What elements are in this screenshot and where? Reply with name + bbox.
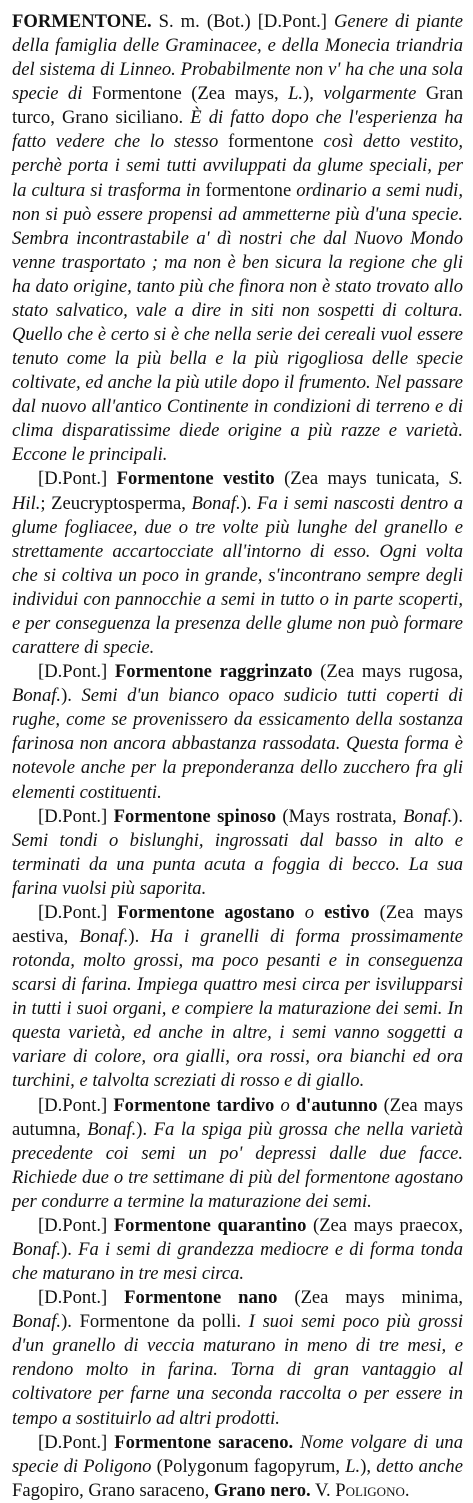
italic-text: I suoi semi poco più grossi d'un granello di veccia maturano in meno di tre mesi, e rendono molto in farina. Torna di gran vantaggio al coltivatore per farne una seconda raccolta o per essere in tempo a sostituirlo ad altri prodotti. — [12, 1311, 463, 1429]
italic-text: Semi d'un bianco opaco sudicio tutti coperti di rughe, come se provenissero da essicamento della sostanza farinosa non ancora abbastanza rassodata. Questa forma è notevole anche per la preponderanza dello zucchero fra gli elementi costituenti. — [12, 685, 463, 803]
text-run: ). — [61, 685, 82, 707]
text-run: ). — [61, 1238, 79, 1260]
italic-text: Fa i semi nascosti dentro a glume fogliacee, due o tre volte più lunghe del granello e strettamente accartocciate all'intorno di esso. Ogni volta che si coltiva un poco in grande, s'incontrano sempre degli individui con pannocchie a semi in tutto o in parte scoperti, e per conseguenza la presenza delle glume non può formare carattere di specie. — [12, 492, 463, 659]
italic-text: Bonaf. — [12, 1238, 62, 1260]
text-run: Gran turco, Grano siciliano. — [12, 83, 463, 129]
text-run: . — [404, 1479, 410, 1501]
italic-text: o — [304, 901, 325, 923]
italic-text: detto anche — [376, 1455, 463, 1477]
italic-text: Semi tondi o bislunghi, ingrossati dal basso in alto e terminati da una punta acuta a foggia di becco. La sua farina vuolsi più saporita. — [12, 829, 463, 899]
headword: Formentone saraceno. — [114, 1431, 301, 1453]
headword: Formentone raggrinzato — [114, 661, 321, 683]
text-run: ). — [452, 805, 463, 827]
italic-text: S. Hil. — [12, 468, 464, 514]
italic-text: Bonaf. — [12, 1311, 62, 1333]
headword: estivo — [324, 901, 380, 923]
text-run: (Zea mays tunicata, — [284, 468, 450, 490]
headword: Formentone quarantino — [113, 1214, 313, 1236]
text-run: ; Zeucryptosperma, — [40, 492, 192, 514]
text-run: formentone — [205, 179, 297, 201]
text-run: Formentone (Zea mays, — [91, 83, 289, 105]
text-run: Poligono — [335, 1479, 405, 1501]
text-run: [D.Pont.] — [38, 1094, 114, 1116]
text-run: (Zea mays autumna, — [12, 1094, 464, 1140]
text-run: ), — [360, 1455, 377, 1477]
entry-variety — [12, 1094, 463, 1214]
italic-text: Bonaf. — [403, 805, 453, 827]
text-run: S. m. (Bot.) [D.Pont.] — [151, 11, 334, 32]
headword: Formentone agostano — [117, 901, 305, 923]
entry-variety — [12, 805, 463, 901]
entry-variety — [12, 901, 463, 1094]
headword: Formentone spinoso — [113, 805, 283, 827]
italic-text: volgarmente — [323, 83, 426, 105]
text-run: [D.Pont.] — [38, 468, 117, 490]
text-run: [D.Pont.] — [38, 661, 115, 683]
text-run: V. — [310, 1479, 336, 1501]
text-run: ). — [240, 492, 258, 514]
italic-text: Bonaf. — [87, 1118, 137, 1140]
text-run: ). — [136, 1118, 154, 1140]
text-run: (Zea mays aestiva, — [12, 901, 464, 947]
text-run: (Mays rostrata, — [282, 805, 404, 827]
headword: Formentone nano — [124, 1287, 295, 1309]
entry-main — [12, 10, 463, 467]
entry-variety — [12, 1214, 463, 1286]
headword: Formentone vestito — [116, 468, 285, 490]
italic-text: Fa i semi di grandezza mediocre e di forma tonda che maturano in tre mesi circa. — [12, 1238, 463, 1285]
text-run: ). Formentone da polli. — [61, 1311, 249, 1333]
italic-text: Bonaf. — [12, 685, 62, 707]
text-run: [D.Pont.] — [38, 1287, 125, 1309]
entry-variety — [12, 467, 463, 660]
text-run: ). — [128, 925, 151, 947]
entry-variety — [12, 1286, 463, 1430]
text-run: Fagopiro, Grano saraceno, — [12, 1479, 214, 1501]
entry-variety — [12, 1431, 463, 1503]
text-run: formentone — [227, 131, 324, 153]
text-run: (Polygonum fagopyrum, — [156, 1455, 346, 1477]
italic-text: Ha i granelli di forma prossimamente rotonda, molto grossi, ma poco pesanti e in conseguenza scarsi di farina. Impiega quattro mesi circa per isvilupparsi in tutti i suoi organi, e compiere la maturazione dei semi. In questa varietà, ed anche in altre, i semi vanno soggetti a variare di colore, ora gialli, ora rossi, ora bianchi ed ora turchini, e talvolta screziati di rosso e di giallo. — [12, 925, 463, 1092]
italic-text: o — [280, 1094, 296, 1116]
text-run: (Zea mays minima, — [294, 1287, 463, 1309]
text-run: [D.Pont.] — [38, 1431, 115, 1453]
text-run: [D.Pont.] — [38, 1214, 114, 1236]
headword: FORMENTONE. — [12, 11, 152, 32]
italic-text: così detto vestito, perchè porta i semi tutti avviluppati da glume speciali, per la cultura si trasforma in — [12, 131, 463, 201]
headword: Formentone tardivo — [113, 1094, 281, 1116]
italic-text: Genere di piante della famiglia delle Graminacee, e della Monecia triandria del sistema di Linneo. Probabilmente non v' ha che una sola specie di — [12, 11, 464, 105]
text-run: (Zea mays praecox, — [313, 1214, 464, 1236]
text-run: [D.Pont.] — [38, 805, 114, 827]
headword: Grano nero. — [213, 1479, 311, 1501]
italic-text: Bonaf. — [79, 925, 129, 947]
italic-text: L. — [345, 1455, 361, 1477]
headword: d'autunno — [295, 1094, 384, 1116]
italic-text: ordinario a semi nudi, non si può essere propensi ad ammetterne più d'una specie. Sembra incontrastabile a' dì nostri che dal Nuovo Mondo venne trasportato ; ma non è ben sicura la regione che gli ha dato origine, tanto più che finora non è stato trovato allo stato salvatico, vale a dire in siti non sospetti di coltura. Quello che è certo si è che nella serie dei cereali vuol essere tenuto come la più bella e la più rigogliosa delle specie coltivate, ed anche la più utile dopo il frumento. Nel passare dal nuovo all'antico Continente in condizioni di terreno e di clima disparatissime diede origine a più razze e varietà. Eccone le principali. — [12, 179, 463, 466]
italic-text: Nome volgare di una specie di Poligono — [12, 1431, 464, 1477]
text-run: (Zea mays rugosa, — [320, 661, 463, 683]
text-run: ), — [303, 83, 324, 105]
italic-text: L. — [288, 83, 304, 105]
italic-text: Fa la spiga più grossa che nella varietà precedente coi semi un po' depressi dalle due facce. Richiede due o tre settimane di più del formentone agostano per condurre a termine la maturazione dei semi. — [12, 1118, 463, 1212]
italic-text: Bonaf. — [191, 492, 241, 514]
text-run: [D.Pont.] — [38, 901, 118, 923]
entry-variety — [12, 660, 463, 804]
italic-text: È di fatto dopo che l'esperienza ha fatto vedere che lo stesso — [12, 107, 463, 153]
